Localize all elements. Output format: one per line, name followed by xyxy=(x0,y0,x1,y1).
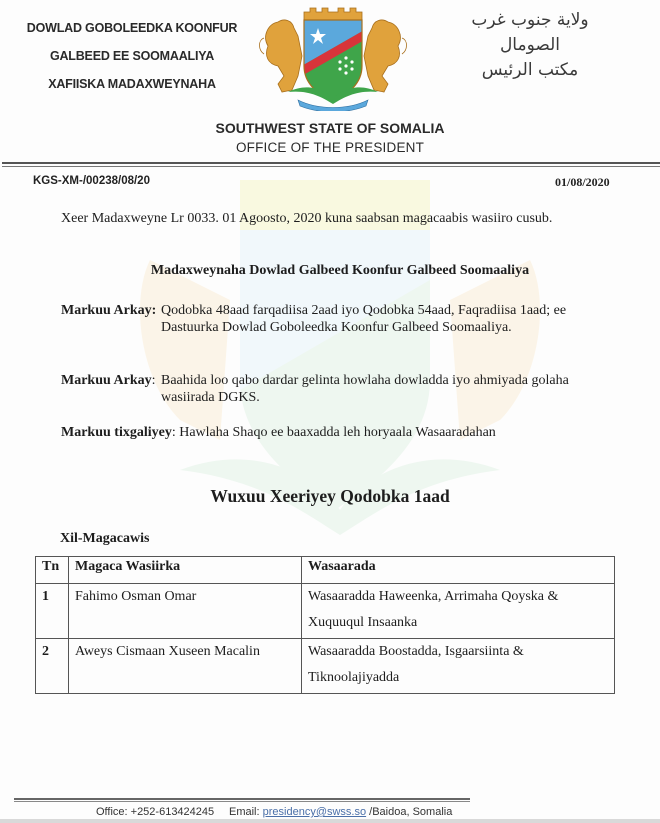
ministry-line: Xuquuqul Insaanka xyxy=(308,615,418,630)
table-header-row xyxy=(36,557,615,584)
office-phone: Office: +252-613424245 xyxy=(96,806,215,818)
state-title: SOUTHWEST STATE OF SOMALIA xyxy=(215,120,445,136)
location: /Baidoa, Somalia xyxy=(366,806,453,818)
minister-name: Fahimo Osman Omar xyxy=(69,584,302,639)
column-header-number: Tn xyxy=(36,557,69,584)
header-line-arabic: مكتب الرئيس xyxy=(481,60,579,80)
header-divider xyxy=(2,162,660,164)
president-heading: Madaxweynaha Dowlad Galbeed Koonfur Galbeed Soomaaliya xyxy=(150,263,530,278)
clause-separator: : xyxy=(151,373,156,388)
office-subtitle: OFFICE OF THE PRESIDENT xyxy=(235,140,425,155)
reference-number: KGS-XM-/00238/08/20 xyxy=(33,175,150,187)
ministry-name xyxy=(302,584,615,639)
clause-text: Hawlaha Shaqo ee baaxadda leh horyaala Wasaaradahan xyxy=(179,425,496,440)
footer-divider-thin xyxy=(14,801,470,802)
header-divider-thin xyxy=(2,166,660,167)
email-label: Email: xyxy=(229,806,263,818)
clause-markuu-tixgaliyey xyxy=(61,424,621,441)
header-line-arabic: الصومال xyxy=(499,35,561,55)
ministry-line: Tiknoolajiyadda xyxy=(308,670,400,685)
email-link[interactable]: presidency@swss.so xyxy=(262,806,367,818)
table-row xyxy=(36,584,615,639)
header-line-arabic: ولاية جنوب غرب xyxy=(471,10,589,30)
header-somali xyxy=(12,14,252,98)
ministers-table xyxy=(35,556,615,694)
ministry-line: Wasaaradda Haweenka, Arrimaha Qoyska & xyxy=(308,589,559,604)
header-line: GALBEED EE SOOMAALIYA xyxy=(49,49,215,63)
minister-name: Aweys Cismaan Xuseen Macalin xyxy=(69,639,302,694)
header-line: DOWLAD GOBOLEEDKA KOONFUR xyxy=(26,21,238,35)
clause-markuu-arkay-2 xyxy=(61,372,621,406)
clause-separator: : xyxy=(171,425,176,440)
clause-label: Markuu Arkay: xyxy=(61,303,157,318)
clause-label: Markuu tixgaliyey xyxy=(61,425,172,440)
ministry-line: Wasaaradda Boostadda, Isgaarsiinta & xyxy=(308,644,524,659)
coat-of-arms-emblem xyxy=(258,6,408,111)
section-label: Xil-Magacawis xyxy=(60,531,150,546)
header-line: XAFIISKA MADAXWEYNAHA xyxy=(48,77,216,91)
column-header-ministry: Wasaarada xyxy=(302,557,615,584)
clause-text: Qodobka 48aad farqadiisa 2aad iyo Qodobka 54aad, Faqradiisa 1aad; ee Dastuurka Dowlad Goboleedka Koonfur Galbeed Soomaaliya. xyxy=(161,303,567,335)
column-header-minister-name: Magaca Wasiirka xyxy=(69,557,302,584)
row-number: 1 xyxy=(36,584,69,639)
email-block xyxy=(229,806,452,818)
header-arabic xyxy=(430,8,630,83)
ministry-name xyxy=(302,639,615,694)
clause-markuu-arkay-1 xyxy=(61,302,621,336)
page-bottom-edge xyxy=(0,819,660,823)
table-row xyxy=(36,639,615,694)
footer-divider xyxy=(14,798,470,800)
document-date: 01/08/2020 xyxy=(555,175,610,189)
decree-article-heading: Wuxuu Xeeriyey Qodobka 1aad xyxy=(210,486,450,506)
decree-intro: Xeer Madaxweyne Lr 0033. 01 Agoosto, 2020 kuna saabsan magacaabis wasiiro cusub. xyxy=(61,211,553,226)
row-number: 2 xyxy=(36,639,69,694)
clause-text: Baahida loo qabo dardar gelinta howlaha dowladda iyo ahmiyada golaha wasiirada DGKS. xyxy=(161,373,569,405)
clause-label: Markuu Arkay xyxy=(61,373,152,388)
